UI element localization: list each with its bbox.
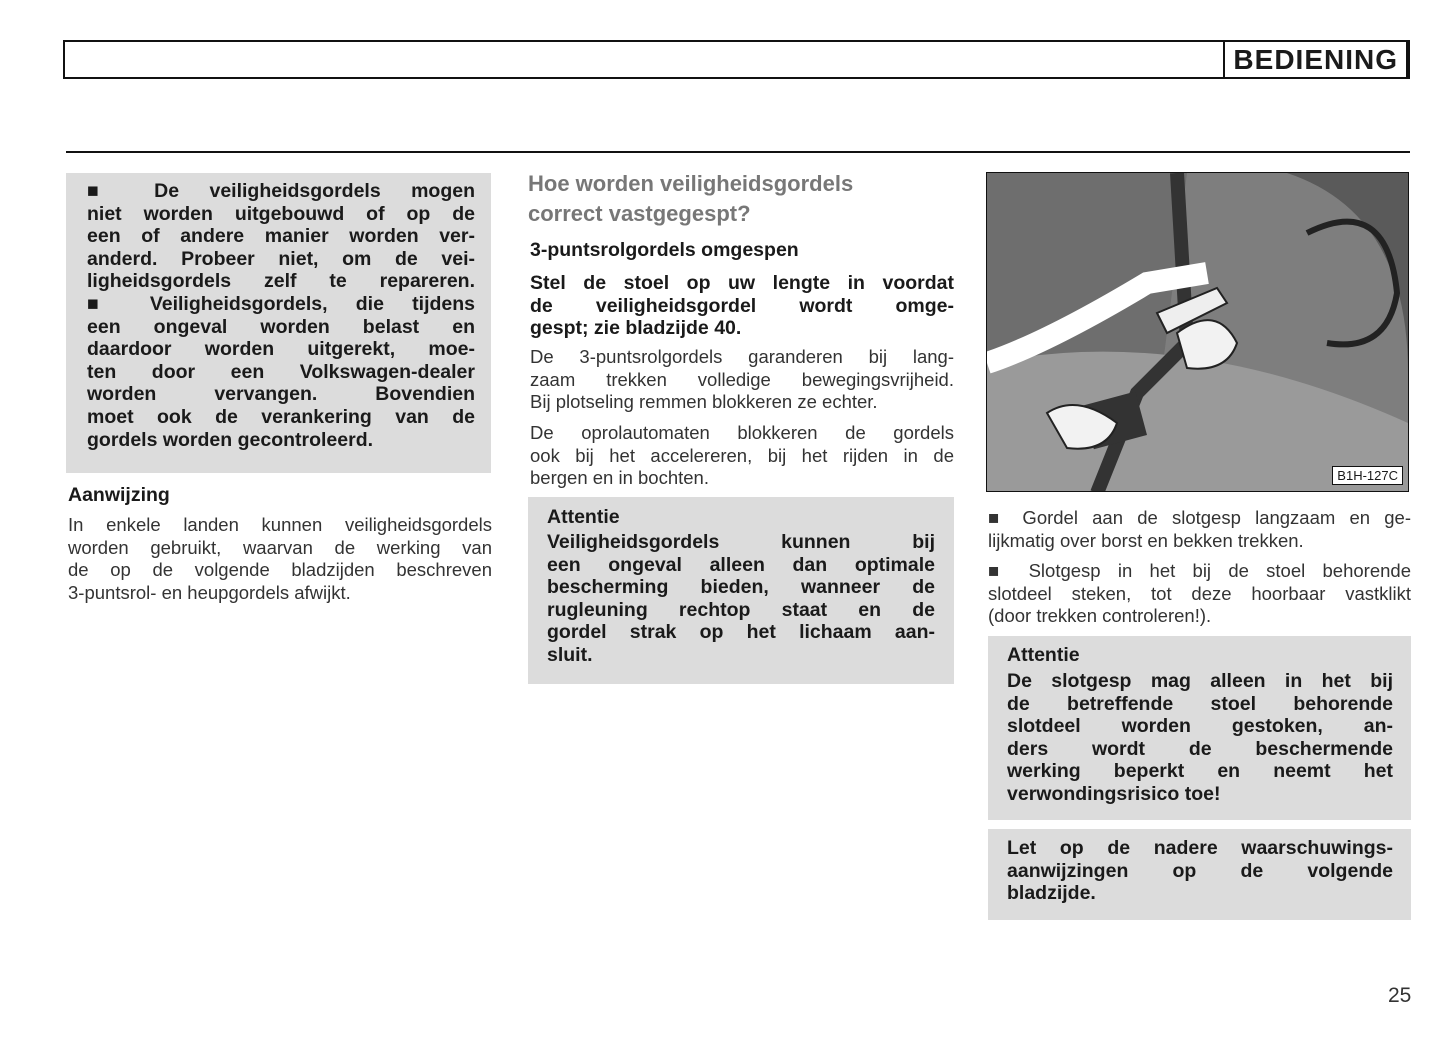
further-warnings-text: [1007, 837, 1393, 905]
warning-text: [87, 180, 475, 451]
text-line: correct vastgegespt?: [528, 201, 751, 226]
text-line: werking beperkt en neemt het: [1007, 760, 1393, 783]
text-line: gespt; zie bladzijde 40.: [530, 317, 742, 340]
attention-heading: Attentie: [547, 506, 620, 528]
text-line: anderd. Probeer niet, om de vei-: [87, 247, 475, 270]
text-line: ■ Veiligheidsgordels, die tijdens: [87, 292, 475, 315]
illustration-graphic: [987, 173, 1408, 491]
attention-text: [1007, 670, 1393, 806]
warning-box: [66, 173, 491, 473]
note-text: [68, 514, 492, 604]
text-line: een ongeval alleen dan optimale: [547, 553, 935, 576]
header-bar: [63, 40, 1410, 79]
text-line: lijkmatig over borst en bekken trekken.: [988, 529, 1304, 551]
text-line: bescherming bieden, wanneer de: [547, 576, 935, 599]
text-line: slotdeel worden gestoken, an-: [1007, 715, 1393, 738]
bullet-instruction: [988, 507, 1411, 552]
note-heading: Aanwijzing: [68, 484, 170, 506]
attention-heading: Attentie: [1007, 644, 1080, 666]
text-line: de betreffende stoel behorende: [1007, 692, 1393, 715]
text-line: aanwijzingen op de volgende: [1007, 859, 1393, 882]
text-line: sluit.: [547, 643, 593, 666]
text-line: (door trekken controleren!).: [988, 605, 1212, 627]
text-line: slotdeel steken, tot deze hoorbaar vastklikt: [988, 582, 1411, 604]
text-line: bladzijde.: [1007, 882, 1096, 905]
divider: [66, 151, 1410, 153]
text-line: Let op de nadere waarschuwings-: [1007, 837, 1393, 859]
seatbelt-illustration: [986, 172, 1409, 492]
text-line: rugleuning rechtop staat en de: [547, 598, 935, 621]
text-line: een of andere manier worden ver-: [87, 225, 475, 248]
text-line: ten door een Volkswagen-dealer: [87, 360, 475, 383]
text-line: de veiligheidsgordel wordt omge-: [530, 294, 954, 317]
text-line: ■ Gordel aan de slotgesp langzaam en ge-: [988, 507, 1411, 528]
bullet-instruction: [988, 560, 1411, 628]
text-line: een ongeval worden belast en: [87, 315, 475, 338]
text-line: ■ De veiligheidsgordels mogen: [87, 180, 475, 202]
page-number: 25: [1388, 984, 1412, 1007]
attention-box: [528, 497, 954, 684]
text-line: de op de volgende bladzijden beschreven: [68, 559, 492, 581]
section-heading: [528, 169, 948, 229]
text-line: ook bij het accelereren, bij het rijden in de: [530, 444, 954, 466]
text-line: verwondingsrisico toe!: [1007, 782, 1221, 805]
seat-adjust-instruction: [530, 272, 954, 340]
paragraph: [530, 422, 954, 490]
text-line: zaam trekken volledige bewegingsvrijheid.: [530, 368, 954, 390]
subheading: 3-puntsrolgordels omgespen: [530, 239, 799, 261]
text-line: gordel strak op het lichaam aan-: [547, 621, 935, 644]
text-line: ligheidsgordels zelf te repareren.: [87, 270, 475, 293]
paragraph: [530, 346, 954, 414]
text-line: In enkele landen kunnen veiligheidsgordels: [68, 514, 492, 535]
figure-label: B1H-127C: [1332, 466, 1403, 485]
text-line: worden gebruikt, waarvan de werking van: [68, 536, 492, 558]
attention-text: [547, 531, 935, 667]
text-line: ders wordt de beschermende: [1007, 737, 1393, 760]
text-line: Stel de stoel op uw lengte in voordat: [530, 272, 954, 294]
text-line: moet ook de verankering van de: [87, 405, 475, 428]
text-line: 3-puntsrol- en heupgordels afwijkt.: [68, 581, 351, 603]
text-line: ■ Slotgesp in het bij de stoel behorende: [988, 560, 1411, 581]
text-line: gordels worden gecontroleerd.: [87, 428, 374, 451]
text-line: worden vervangen. Bovendien: [87, 383, 475, 406]
text-line: De 3-puntsrolgordels garanderen bij lang-: [530, 346, 954, 367]
text-line: De slotgesp mag alleen in het bij: [1007, 670, 1393, 692]
section-title: BEDIENING: [1223, 40, 1408, 79]
text-line: niet worden uitgebouwd of op de: [87, 202, 475, 225]
further-warnings-box: [988, 829, 1411, 920]
text-line: daardoor worden uitgerekt, moe-: [87, 338, 475, 361]
text-line: Veiligheidsgordels kunnen bij: [547, 531, 935, 553]
attention-box: [988, 636, 1411, 820]
text-line: De oprolautomaten blokkeren de gordels: [530, 422, 954, 443]
text-line: Hoe worden veiligheidsgordels: [528, 171, 854, 196]
text-line: bergen en in bochten.: [530, 467, 709, 489]
text-line: Bij plotseling remmen blokkeren ze echter.: [530, 391, 878, 413]
